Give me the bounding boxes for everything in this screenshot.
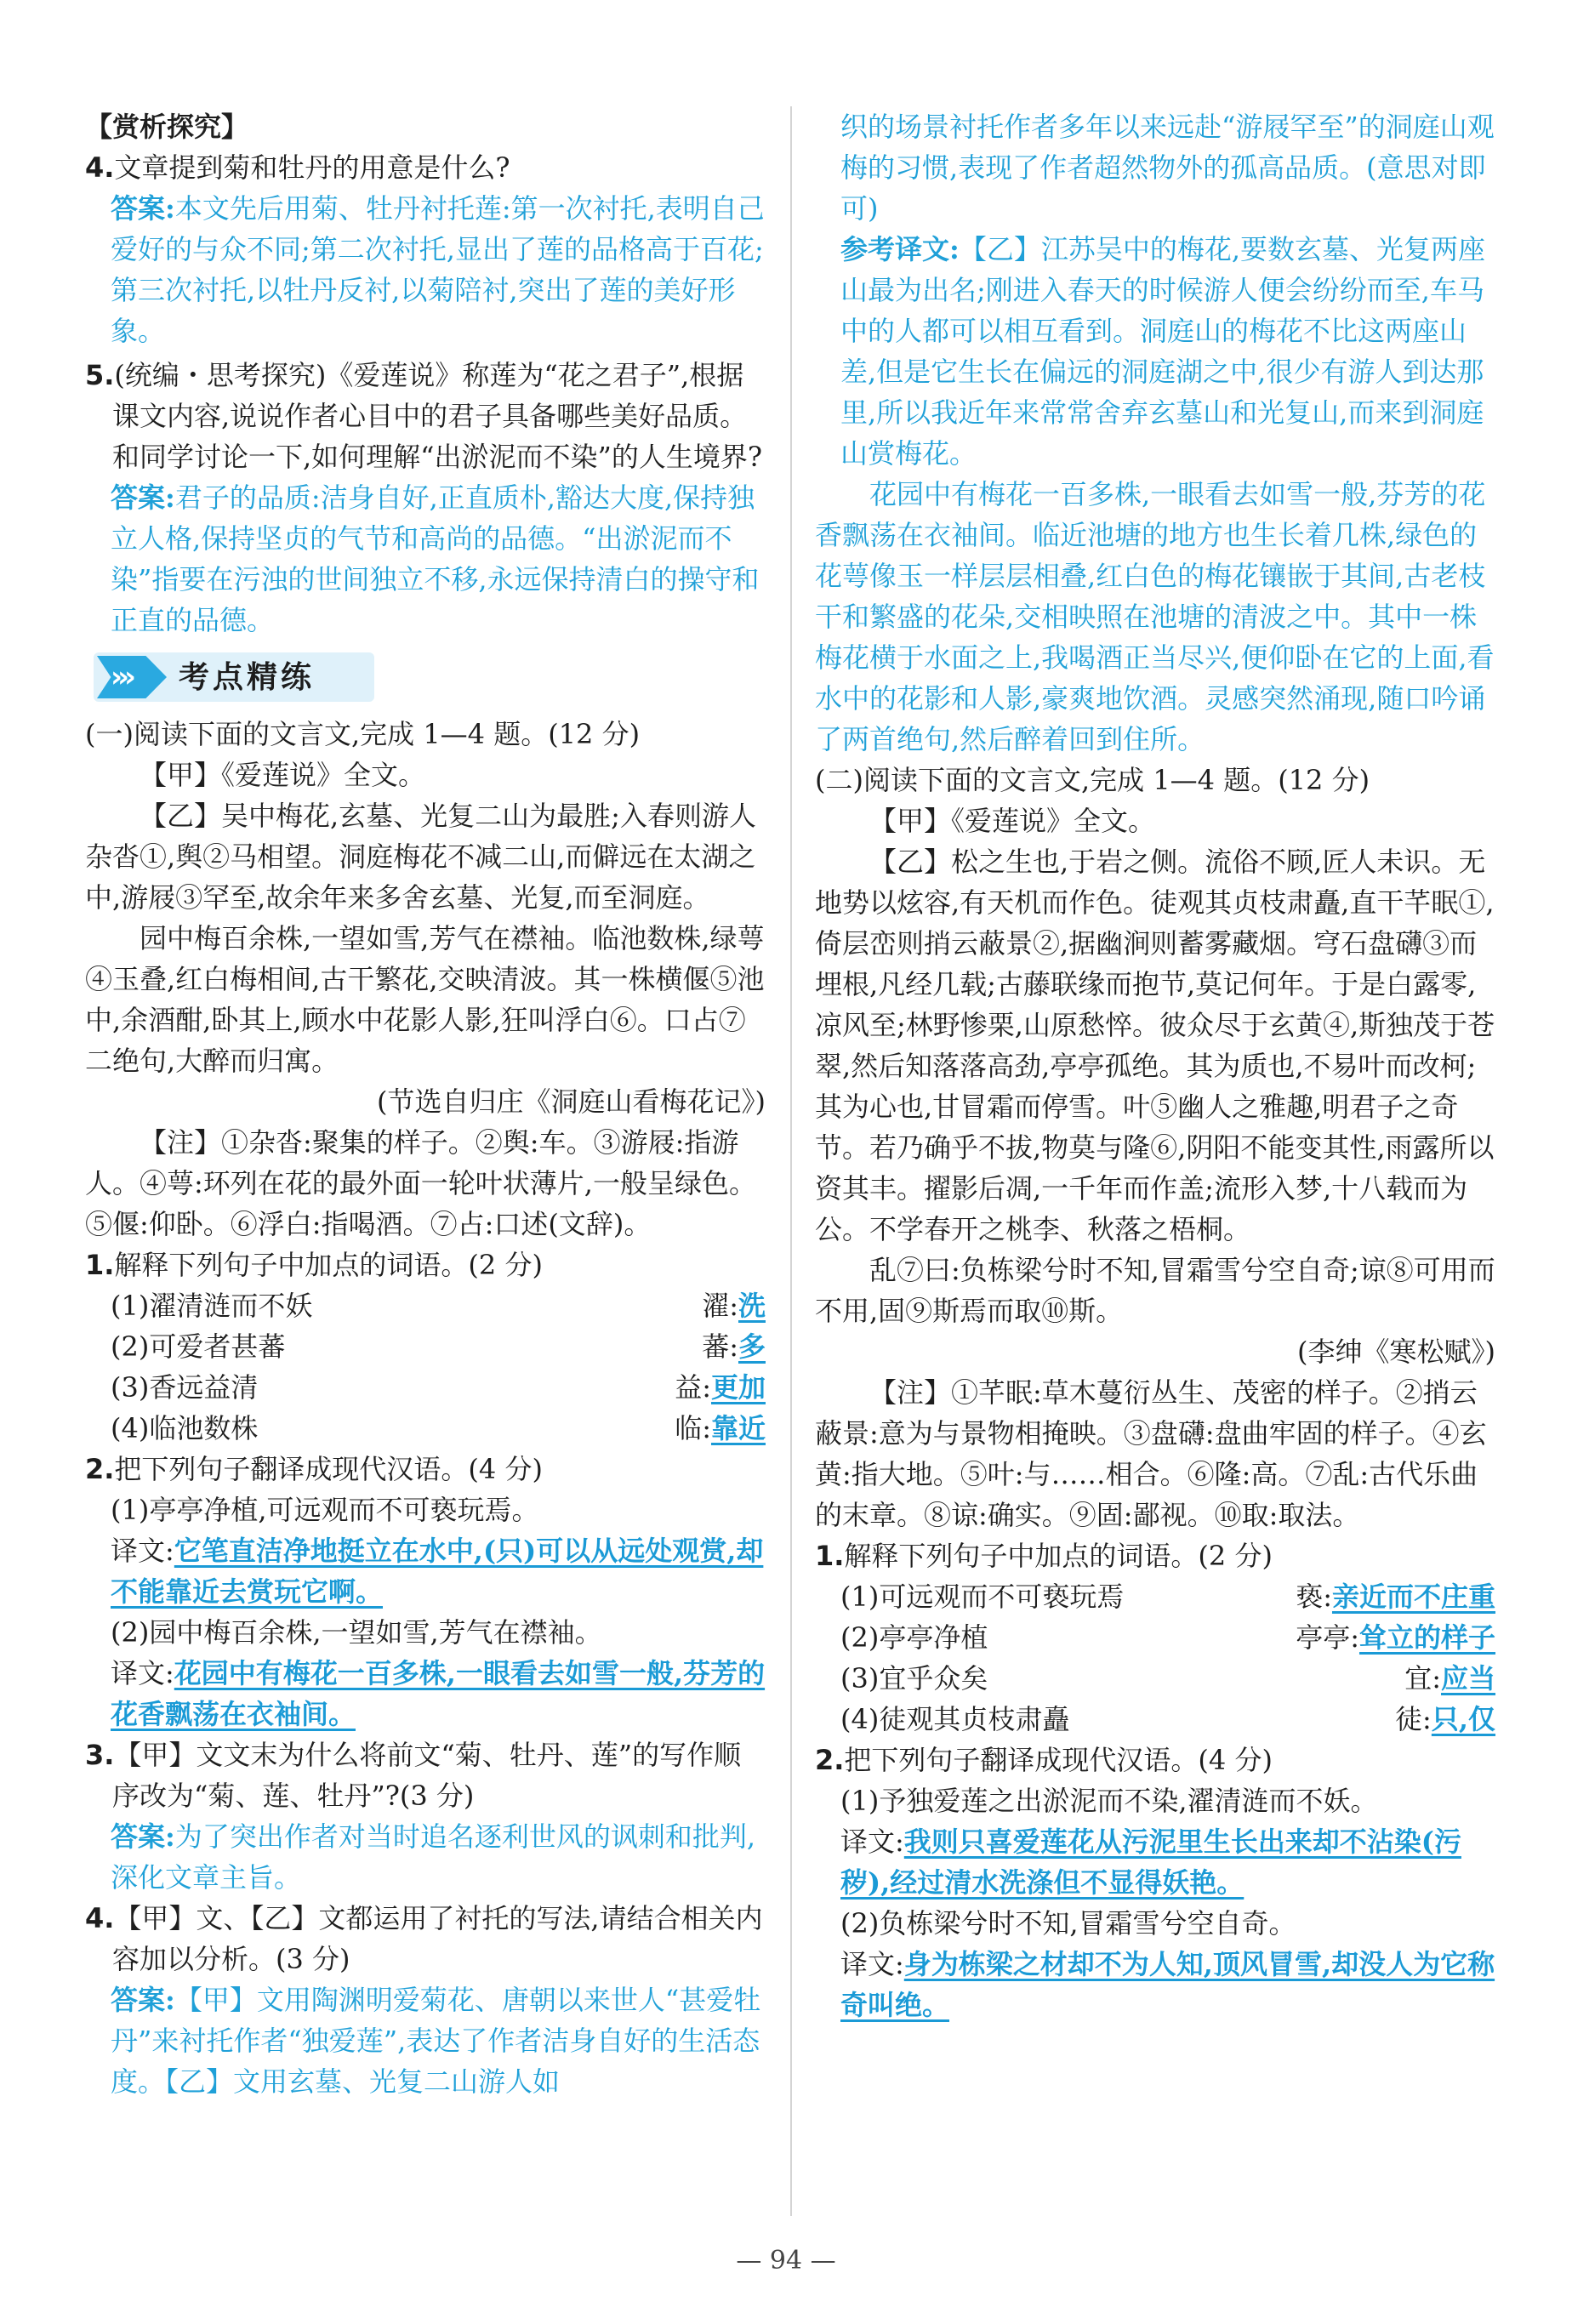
vocab-answer: 靠近 xyxy=(710,1412,766,1444)
answer-block xyxy=(85,477,766,641)
vocab-item xyxy=(85,1326,766,1367)
vocab-answer: 亲近而不庄重 xyxy=(1331,1581,1495,1613)
question-2 xyxy=(85,1449,766,1490)
question-number: 2. xyxy=(815,1744,845,1776)
question-number: 5. xyxy=(85,359,115,391)
answer-label: 答案: xyxy=(111,1820,175,1853)
translation-block xyxy=(85,1530,766,1612)
vocab-sentence: (4)徒观其贞枝肃矗 xyxy=(840,1703,1070,1735)
vocab-key: 徒: xyxy=(1395,1703,1432,1735)
question-number: 4. xyxy=(85,151,115,184)
translation-label: 译文: xyxy=(111,1657,174,1689)
banner-title: 考点精练 xyxy=(179,659,316,695)
answer-continuation: 织的场景衬托作者多年以来远赴“游屐罕至”的洞庭山观梅的习惯,表现了作者超然物外的孤高品质。(意思对即可) xyxy=(840,111,1495,225)
question-text: 文章提到菊和牡丹的用意是什么? xyxy=(114,151,510,184)
question-number: 1. xyxy=(85,1249,115,1281)
vocab-item xyxy=(85,1367,766,1408)
question-text: (统编・思考探究)《爱莲说》称莲为“花之君子”,根据课文内容,说说作者心目中的君子具备哪些美好品质。和同学讨论一下,如何理解“出淤泥而不染”的人生境界? xyxy=(112,359,763,473)
vocab-key: 益: xyxy=(675,1371,711,1404)
vocab-answer: 只,仅 xyxy=(1431,1703,1495,1735)
vocab-key: 蕃: xyxy=(702,1330,738,1363)
reference-text: 【乙】江苏吴中的梅花,要数玄墓、光复两座山最为出名;刚进入春天的时候游人便会纷纷而至,车马中的人都可以相互看到。洞庭山的梅花不比这两座山差,但是它生长在偏远的洞庭湖之中,很少有游人到达那里,所以我近年来常常舍弃玄墓山和光复山,而来到洞庭山赏梅花。 xyxy=(840,233,1486,470)
question-number: 3. xyxy=(85,1739,115,1771)
passage-yi-paragraph: 乱⑦曰:负栋梁兮时不知,冒霜雪兮空自奇;谅⑧可用而不用,固⑨斯焉而取⑩斯。 xyxy=(815,1254,1495,1327)
question-text: 解释下列句子中加点的词语。(2 分) xyxy=(844,1540,1273,1572)
question-4b xyxy=(85,1898,766,1979)
translation-text: 身为栋梁之材却不为人知,顶风冒雪,却没人为它称奇叫绝。 xyxy=(840,1948,1495,2021)
translation-block xyxy=(815,1821,1495,1903)
vocab-sentence: (1)可远观而不可亵玩焉 xyxy=(840,1581,1125,1613)
section-heading: 【赏析探究】 xyxy=(85,111,249,143)
translation-text: 我则只喜爱莲花从污泥里生长出来却不沾染(污秽),经过清水洗涤但不显得妖艳。 xyxy=(840,1826,1461,1899)
vocab-key: 亵: xyxy=(1296,1581,1332,1613)
answer-text: 【甲】文用陶渊明爱菊花、唐朝以来世人“甚爱牡丹”来衬托作者“独爱莲”,表达了作者洁身自好的生活态度。【乙】文用玄墓、光复二山游人如 xyxy=(111,1984,761,2098)
column-divider xyxy=(790,106,792,2216)
question-5 xyxy=(85,355,766,477)
vocab-item xyxy=(815,1576,1495,1617)
passage-yi-paragraph: 【乙】松之生也,于岩之侧。流俗不顾,匠人未识。无地势以炫容,有天机而作色。徒观其贞枝肃矗,直干芊眠①,倚层峦则捎云蔽景②,据幽涧则蓄雾藏烟。穹石盘礴③而埋根,凡经几载;古藤联缘而抱节,莫记何年。于是白露零,凉风至;林野惨栗,山原愁悴。彼众尽于玄黄④,斯独茂于苍翠,然后知落落高劲,亭亭孤绝。其为质也,不易叶而改柯;其为心也,甘冒霜而停雪。叶⑤幽人之雅趣,明君子之奇节。若乃确乎不拔,物莫与隆⑥,阴阳不能变其性,雨露所以资其丰。擢影后凋,一千年而作盖;流形入梦,十八载而为公。不学春开之桃李、秋落之梧桐。 xyxy=(815,846,1495,1245)
vocab-item xyxy=(85,1408,766,1449)
question-text: 【甲】文文末为什么将前文“菊、牡丹、莲”的写作顺序改为“菊、莲、牡丹”?(3 分) xyxy=(112,1739,742,1812)
passage-jia: 【甲】《爱莲说》全文。 xyxy=(869,805,1156,837)
answer-text: 为了突出作者对当时追名逐利世风的讽刺和批判,深化文章主旨。 xyxy=(111,1820,756,1894)
question-text: 【甲】文、【乙】文都运用了衬托的写法,请结合相关内容加以分析。(3 分) xyxy=(112,1902,763,1975)
question-1 xyxy=(85,1245,766,1285)
right-column xyxy=(815,106,1495,2025)
answer-text: 君子的品质:洁身自好,正直质朴,豁达大度,保持独立人格,保持坚贞的气节和高尚的品德。“出淤泥而不染”指要在污浊的世间独立不移,永远保持清白的操守和正直的品德。 xyxy=(111,481,760,636)
question-1 xyxy=(815,1535,1495,1576)
part-heading: (二)阅读下面的文言文,完成 1—4 题。(12 分) xyxy=(815,764,1370,796)
vocab-answer: 应当 xyxy=(1440,1662,1495,1695)
answer-text: 本文先后用菊、牡丹衬托莲:第一次衬托,表明自己爱好的与众不同;第二次衬托,显出了莲的品格高于百花;第三次衬托,以牡丹反衬,以菊陪衬,突出了莲的美好形象。 xyxy=(111,192,765,347)
vocab-sentence: (2)可爱者甚蕃 xyxy=(111,1330,286,1363)
section-banner xyxy=(85,646,766,709)
vocab-answer: 洗 xyxy=(738,1290,766,1322)
translate-sentence: (2)负栋梁兮时不知,冒霜雪兮空自奇。 xyxy=(840,1907,1296,1940)
translation-label: 译文: xyxy=(840,1826,904,1858)
translation-block xyxy=(815,1944,1495,2025)
vocab-sentence: (3)香远益清 xyxy=(111,1371,259,1404)
translate-sentence: (1)亭亭净植,可远观而不可亵玩焉。 xyxy=(111,1494,539,1526)
question-2 xyxy=(815,1740,1495,1780)
passage-notes: 【注】①杂沓:聚集的样子。②舆:车。③游屐:指游人。④萼:环列在花的最外面一轮叶状薄片,一般呈绿色。⑤偃:仰卧。⑥浮白:指喝酒。⑦占:口述(文辞)。 xyxy=(85,1126,756,1240)
vocab-key: 亭亭: xyxy=(1296,1621,1359,1654)
question-4 xyxy=(85,147,766,188)
translation-text: 花园中有梅花一百多株,一眼看去如雪一般,芬芳的花香飘荡在衣袖间。 xyxy=(111,1657,766,1730)
answer-label: 答案: xyxy=(111,481,175,514)
question-text: 把下列句子翻译成现代汉语。(4 分) xyxy=(114,1453,543,1485)
passage-source: (节选自归庄《洞庭山看梅花记》) xyxy=(377,1085,766,1118)
vocab-key: 宜: xyxy=(1404,1662,1441,1695)
translation-label: 译文: xyxy=(111,1535,174,1567)
vocab-sentence: (1)濯清涟而不妖 xyxy=(111,1290,313,1322)
reference-label: 参考译文: xyxy=(840,233,960,265)
vocab-sentence: (4)临池数株 xyxy=(111,1412,259,1444)
passage-yi-paragraph: 【乙】吴中梅花,玄墓、光复二山为最胜;入春则游人杂沓①,舆②马相望。洞庭梅花不减二山,而僻远在太湖之中,游屐③罕至,故余年来多舍玄墓、光复,而至洞庭。 xyxy=(85,800,756,914)
vocab-answer: 多 xyxy=(738,1330,766,1363)
vocab-answer: 耸立的样子 xyxy=(1358,1621,1495,1654)
reference-text: 花园中有梅花一百多株,一眼看去如雪一般,芬芳的花香飘荡在衣袖间。临近池塘的地方也生长着几株,绿色的花萼像玉一样层层相叠,红白色的梅花镶嵌于其间,古老枝干和繁盛的花朵,交相映照在池塘的清波之中。其中一株梅花横于水面之上,我喝酒正当尽兴,便仰卧在它的上面,看水中的花影和人影,豪爽地饮酒。灵感突然涌现,随口吟诵了两首绝句,然后醉着回到住所。 xyxy=(815,478,1495,755)
translation-block xyxy=(85,1653,766,1734)
answer-label: 答案: xyxy=(111,192,175,225)
answer-block xyxy=(85,1979,766,2102)
answer-label: 答案: xyxy=(111,1984,175,2016)
vocab-item xyxy=(815,1617,1495,1658)
vocab-item xyxy=(815,1699,1495,1740)
question-number: 2. xyxy=(85,1453,115,1485)
vocab-key: 临: xyxy=(675,1412,711,1444)
question-text: 解释下列句子中加点的词语。(2 分) xyxy=(114,1249,543,1281)
page-number: — 94 — xyxy=(736,2246,836,2276)
passage-notes: 【注】①芊眠:草木蔓衍丛生、茂密的样子。②捎云蔽景:意为与景物相掩映。③盘礴:盘曲牢固的样子。④玄黄:指大地。⑤叶:与……相合。⑥隆:高。⑦乱:古代乐曲的末章。⑧谅:确实。⑨固:鄙视。⑩取:取法。 xyxy=(815,1376,1487,1531)
left-column xyxy=(85,106,766,2102)
passage-source: (李绅《寒松赋》) xyxy=(1297,1336,1495,1368)
answer-block xyxy=(85,1816,766,1898)
answer-block xyxy=(85,188,766,351)
vocab-key: 濯: xyxy=(702,1290,738,1322)
translation-label: 译文: xyxy=(840,1948,904,1980)
vocab-sentence: (2)亭亭净植 xyxy=(840,1621,988,1654)
question-number: 4. xyxy=(85,1902,115,1934)
passage-jia: 【甲】《爱莲说》全文。 xyxy=(140,759,426,791)
part-heading: (一)阅读下面的文言文,完成 1—4 题。(12 分) xyxy=(85,718,641,750)
vocab-item xyxy=(815,1658,1495,1699)
passage-yi-paragraph: 园中梅百余株,一望如雪,芳气在襟袖。临池数株,绿萼④玉叠,红白梅相间,古干繁花,交映清波。其一株横偃⑤池中,余酒酣,卧其上,顾水中花影人影,狂叫浮白⑥。口占⑦二绝句,大醉而归寓。 xyxy=(85,922,765,1077)
vocab-answer: 更加 xyxy=(710,1371,766,1404)
reference-translation xyxy=(815,229,1495,474)
question-number: 1. xyxy=(815,1540,845,1572)
question-3 xyxy=(85,1734,766,1816)
question-text: 把下列句子翻译成现代汉语。(4 分) xyxy=(844,1744,1273,1776)
vocab-sentence: (3)宜乎众矣 xyxy=(840,1662,988,1695)
translate-sentence: (1)予独爱莲之出淤泥而不染,濯清涟而不妖。 xyxy=(840,1785,1378,1817)
vocab-item xyxy=(85,1285,766,1326)
translate-sentence: (2)园中梅百余株,一望如雪,芳气在襟袖。 xyxy=(111,1616,602,1649)
translation-text: 它笔直洁净地挺立在水中,(只)可以从远处观赏,却不能靠近去赏玩它啊。 xyxy=(111,1535,764,1608)
chevrons-icon: ››› xyxy=(111,660,132,694)
